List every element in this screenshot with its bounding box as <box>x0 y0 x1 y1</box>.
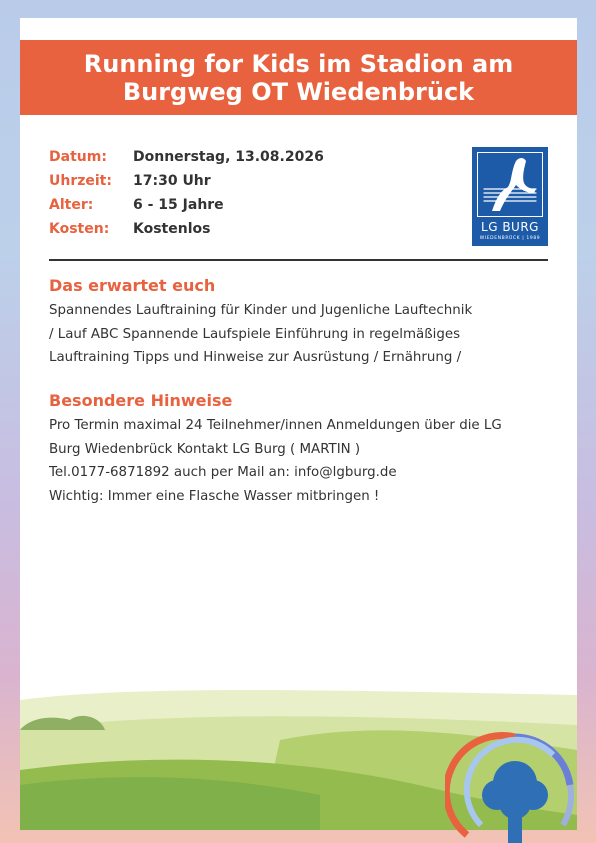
time-label: Uhrzeit: <box>49 173 112 189</box>
title-line-2: Burgweg OT Wiedenbrück <box>122 77 475 106</box>
cost-label: Kosten: <box>49 221 110 237</box>
expect-line: Spannendes Lauftraining für Kinder und Jugenliche Lauftechnik <box>49 303 473 318</box>
flyer-card <box>20 18 577 830</box>
logo-subtitle: WIEDENBRÜCK | 1989 <box>479 236 541 241</box>
notes-line: Burg Wiedenbrück Kontakt LG Burg ( MARTIN ) <box>49 441 361 457</box>
runner-icon <box>477 152 543 217</box>
cost-value: Kostenlos <box>133 221 211 237</box>
tree-circle-icon <box>445 715 585 843</box>
section-title-expect: Das erwartet euch <box>49 276 216 295</box>
expect-line: / Lauf ABC Spannende Laufspiele Einführung in regelmäßiges <box>49 326 461 342</box>
notes-line: Pro Termin maximal 24 Teilnehmer/innen Anmeldungen über die LG <box>49 418 502 433</box>
title-line-1: Running for Kids im Stadion am <box>83 49 514 78</box>
section-text-expect <box>49 299 549 370</box>
divider <box>49 259 548 261</box>
date-value: Donnerstag, 13.08.2026 <box>133 149 324 165</box>
detail-row-time <box>49 169 324 193</box>
time-value: 17:30 Uhr <box>133 173 211 189</box>
age-value: 6 - 15 Jahre <box>133 197 224 213</box>
section-text-notes <box>49 414 549 508</box>
event-details <box>49 145 324 241</box>
date-label: Datum: <box>49 149 107 165</box>
logo-name: LG BURG <box>481 220 539 234</box>
title-banner <box>20 40 577 115</box>
section-title-notes: Besondere Hinweise <box>49 391 233 410</box>
detail-row-cost <box>49 217 324 241</box>
expect-line: Lauftraining Tipps und Hinweise zur Ausrüstung / Ernährung / <box>49 350 462 365</box>
age-label: Alter: <box>49 197 94 213</box>
notes-line: Tel.0177-6871892 auch per Mail an: info@lgburg.de <box>49 465 397 480</box>
lg-burg-logo <box>472 147 548 246</box>
detail-row-age <box>49 193 324 217</box>
detail-row-date <box>49 145 324 169</box>
notes-line: Wichtig: Immer eine Flasche Wasser mitbringen ! <box>49 488 380 504</box>
